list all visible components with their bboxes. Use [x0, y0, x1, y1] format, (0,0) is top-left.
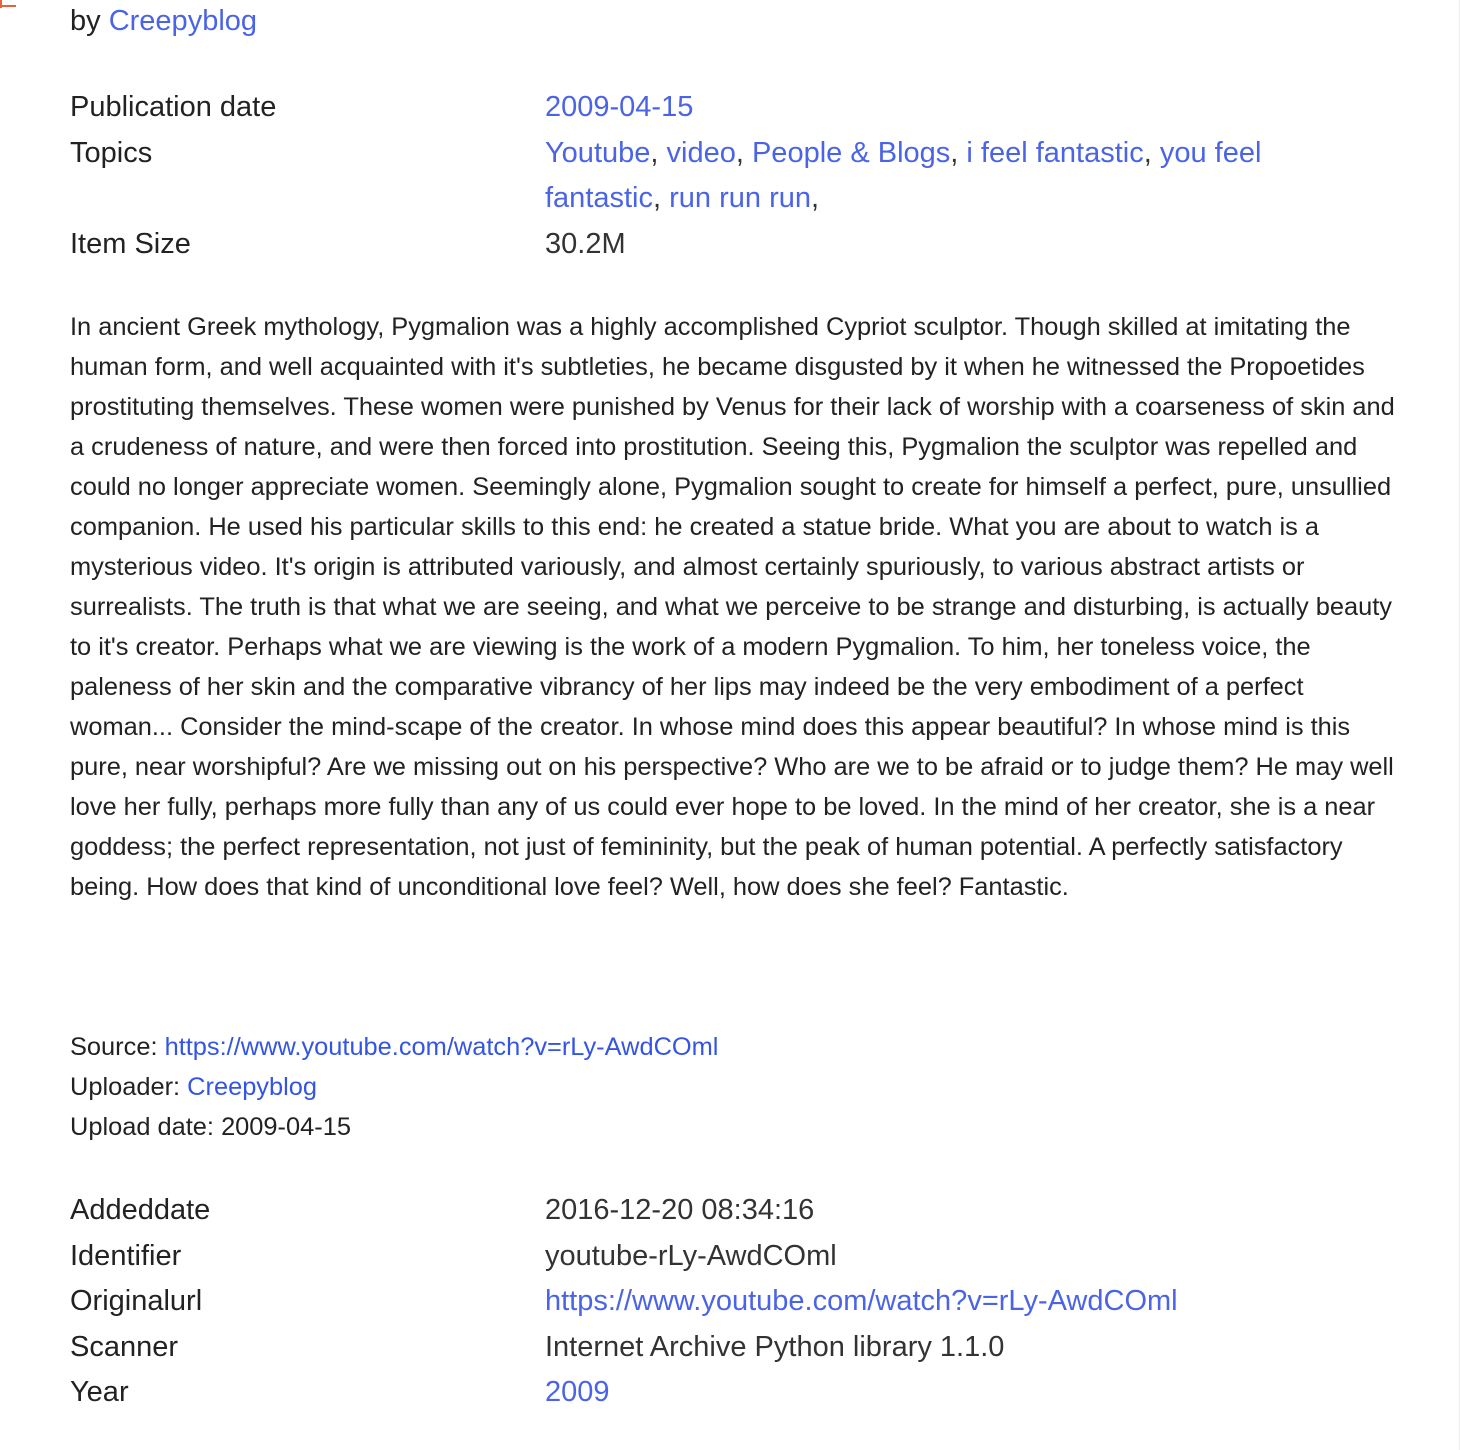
- metadata-key: Addeddate: [70, 1194, 211, 1226]
- uploader-label: Uploader:: [70, 1073, 181, 1101]
- metadata-top: [70, 85, 1360, 267]
- topic-link[interactable]: you feel fantastic: [545, 136, 1262, 214]
- publication-date-link[interactable]: 2009-04-15: [545, 91, 694, 123]
- source-line: [70, 1027, 718, 1067]
- upload-date-label: Upload date:: [70, 1113, 214, 1141]
- metadata-row-identifier: [70, 1234, 1360, 1280]
- identifier-value: youtube-rLy-AwdCOml: [545, 1239, 837, 1272]
- uploader-link[interactable]: Creepyblog: [187, 1073, 318, 1101]
- metadata-key: Item Size: [70, 227, 191, 260]
- byline: [70, 3, 257, 39]
- year-link[interactable]: 2009: [545, 1376, 610, 1408]
- author-link[interactable]: Creepyblog: [108, 5, 258, 37]
- upload-date-line: [70, 1107, 718, 1147]
- description-text: In ancient Greek mythology, Pygmalion was a highly accomplished Cypriot sculptor. Though skilled at imitating the human form, and well acquainted with it's subtleties, he became disgusted by it when he witnessed the Propoetides prostituting themselves. These women were punished by Venus for their lack of worship with a coarseness of skin and a crudeness of nature, and were then forced into prostitution. Seeing this, Pygmalion the sculptor was repelled and could no longer appreciate women. Seemingly alone, Pygmalion sought to create for himself a perfect, pure, unsullied companion. He used his particular skills to this end: he created a statue bride. What you are about to watch is a mysterious video. It's origin is attributed variously, and almost certainly spuriously, to various abstract artists or surrealists. The truth is that what we are seeing, and what we perceive to be strange and disturbing, is actually beauty to it's creator. Perhaps what we are viewing is the work of a modern Pygmalion. To him, her toneless voice, the paleness of her skin and the comparative vibrancy of her lips may indeed be the very embodiment of a perfect woman... Consider the mind-scape of the creator. In whose mind does this appear beautiful? In whose mind is this pure, near worshipful? Are we missing out on his perspective? Who are we to be afraid or to judge them? He may well love her fully, perhaps more fully than any of us could ever hope to be loved. In the mind of her creator, she is a near goddess; the perfect representation, not just of femininity, but the peak of human potential. A perfectly satisfactory being. How does that kind of unconditional love feel? Well, how does she feel? Fantastic.: [70, 313, 1395, 901]
- upload-date-value: 2009-04-15: [221, 1113, 351, 1141]
- scanner-value: Internet Archive Python library 1.1.0: [545, 1330, 1005, 1363]
- corner-mark-icon: [0, 0, 18, 8]
- metadata-bottom: [70, 1188, 1360, 1416]
- metadata-key: Originalurl: [70, 1285, 203, 1317]
- source-info: [70, 1027, 718, 1147]
- original-url-link[interactable]: https://www.youtube.com/watch?v=rLy-AwdCOml: [545, 1285, 1178, 1317]
- item-size-value: 30.2M: [545, 227, 626, 260]
- metadata-row-item-size: [70, 222, 1360, 268]
- topic-link[interactable]: People & Blogs: [751, 136, 951, 169]
- topic-link[interactable]: Youtube: [545, 136, 651, 169]
- metadata-row-addeddate: [70, 1188, 1360, 1234]
- metadata-key: Publication date: [70, 91, 277, 123]
- metadata-key: Identifier: [70, 1239, 182, 1272]
- metadata-row-year: [70, 1370, 1360, 1416]
- metadata-key: Scanner: [70, 1330, 179, 1363]
- topic-link[interactable]: run run run: [669, 182, 811, 214]
- uploader-line: [70, 1067, 718, 1107]
- metadata-row-publication-date: [70, 85, 1360, 131]
- metadata-row-topics: [70, 131, 1360, 222]
- topics-list: Youtube, video, People & Blogs, i feel fantastic, you feel fantastic, run run run,: [545, 136, 1262, 214]
- source-label: Source:: [70, 1033, 158, 1061]
- topic-link[interactable]: video: [666, 136, 736, 169]
- item-description: [70, 307, 1400, 907]
- source-url-link[interactable]: https://www.youtube.com/watch?v=rLy-AwdCOml: [164, 1033, 719, 1061]
- metadata-row-scanner: [70, 1325, 1360, 1371]
- byline-prefix: by: [70, 5, 101, 37]
- metadata-row-originalurl: [70, 1279, 1360, 1325]
- metadata-key: Topics: [70, 136, 153, 169]
- addeddate-value: 2016-12-20 08:34:16: [545, 1194, 815, 1226]
- metadata-key: Year: [70, 1376, 129, 1408]
- topic-link[interactable]: i feel fantastic: [966, 136, 1144, 169]
